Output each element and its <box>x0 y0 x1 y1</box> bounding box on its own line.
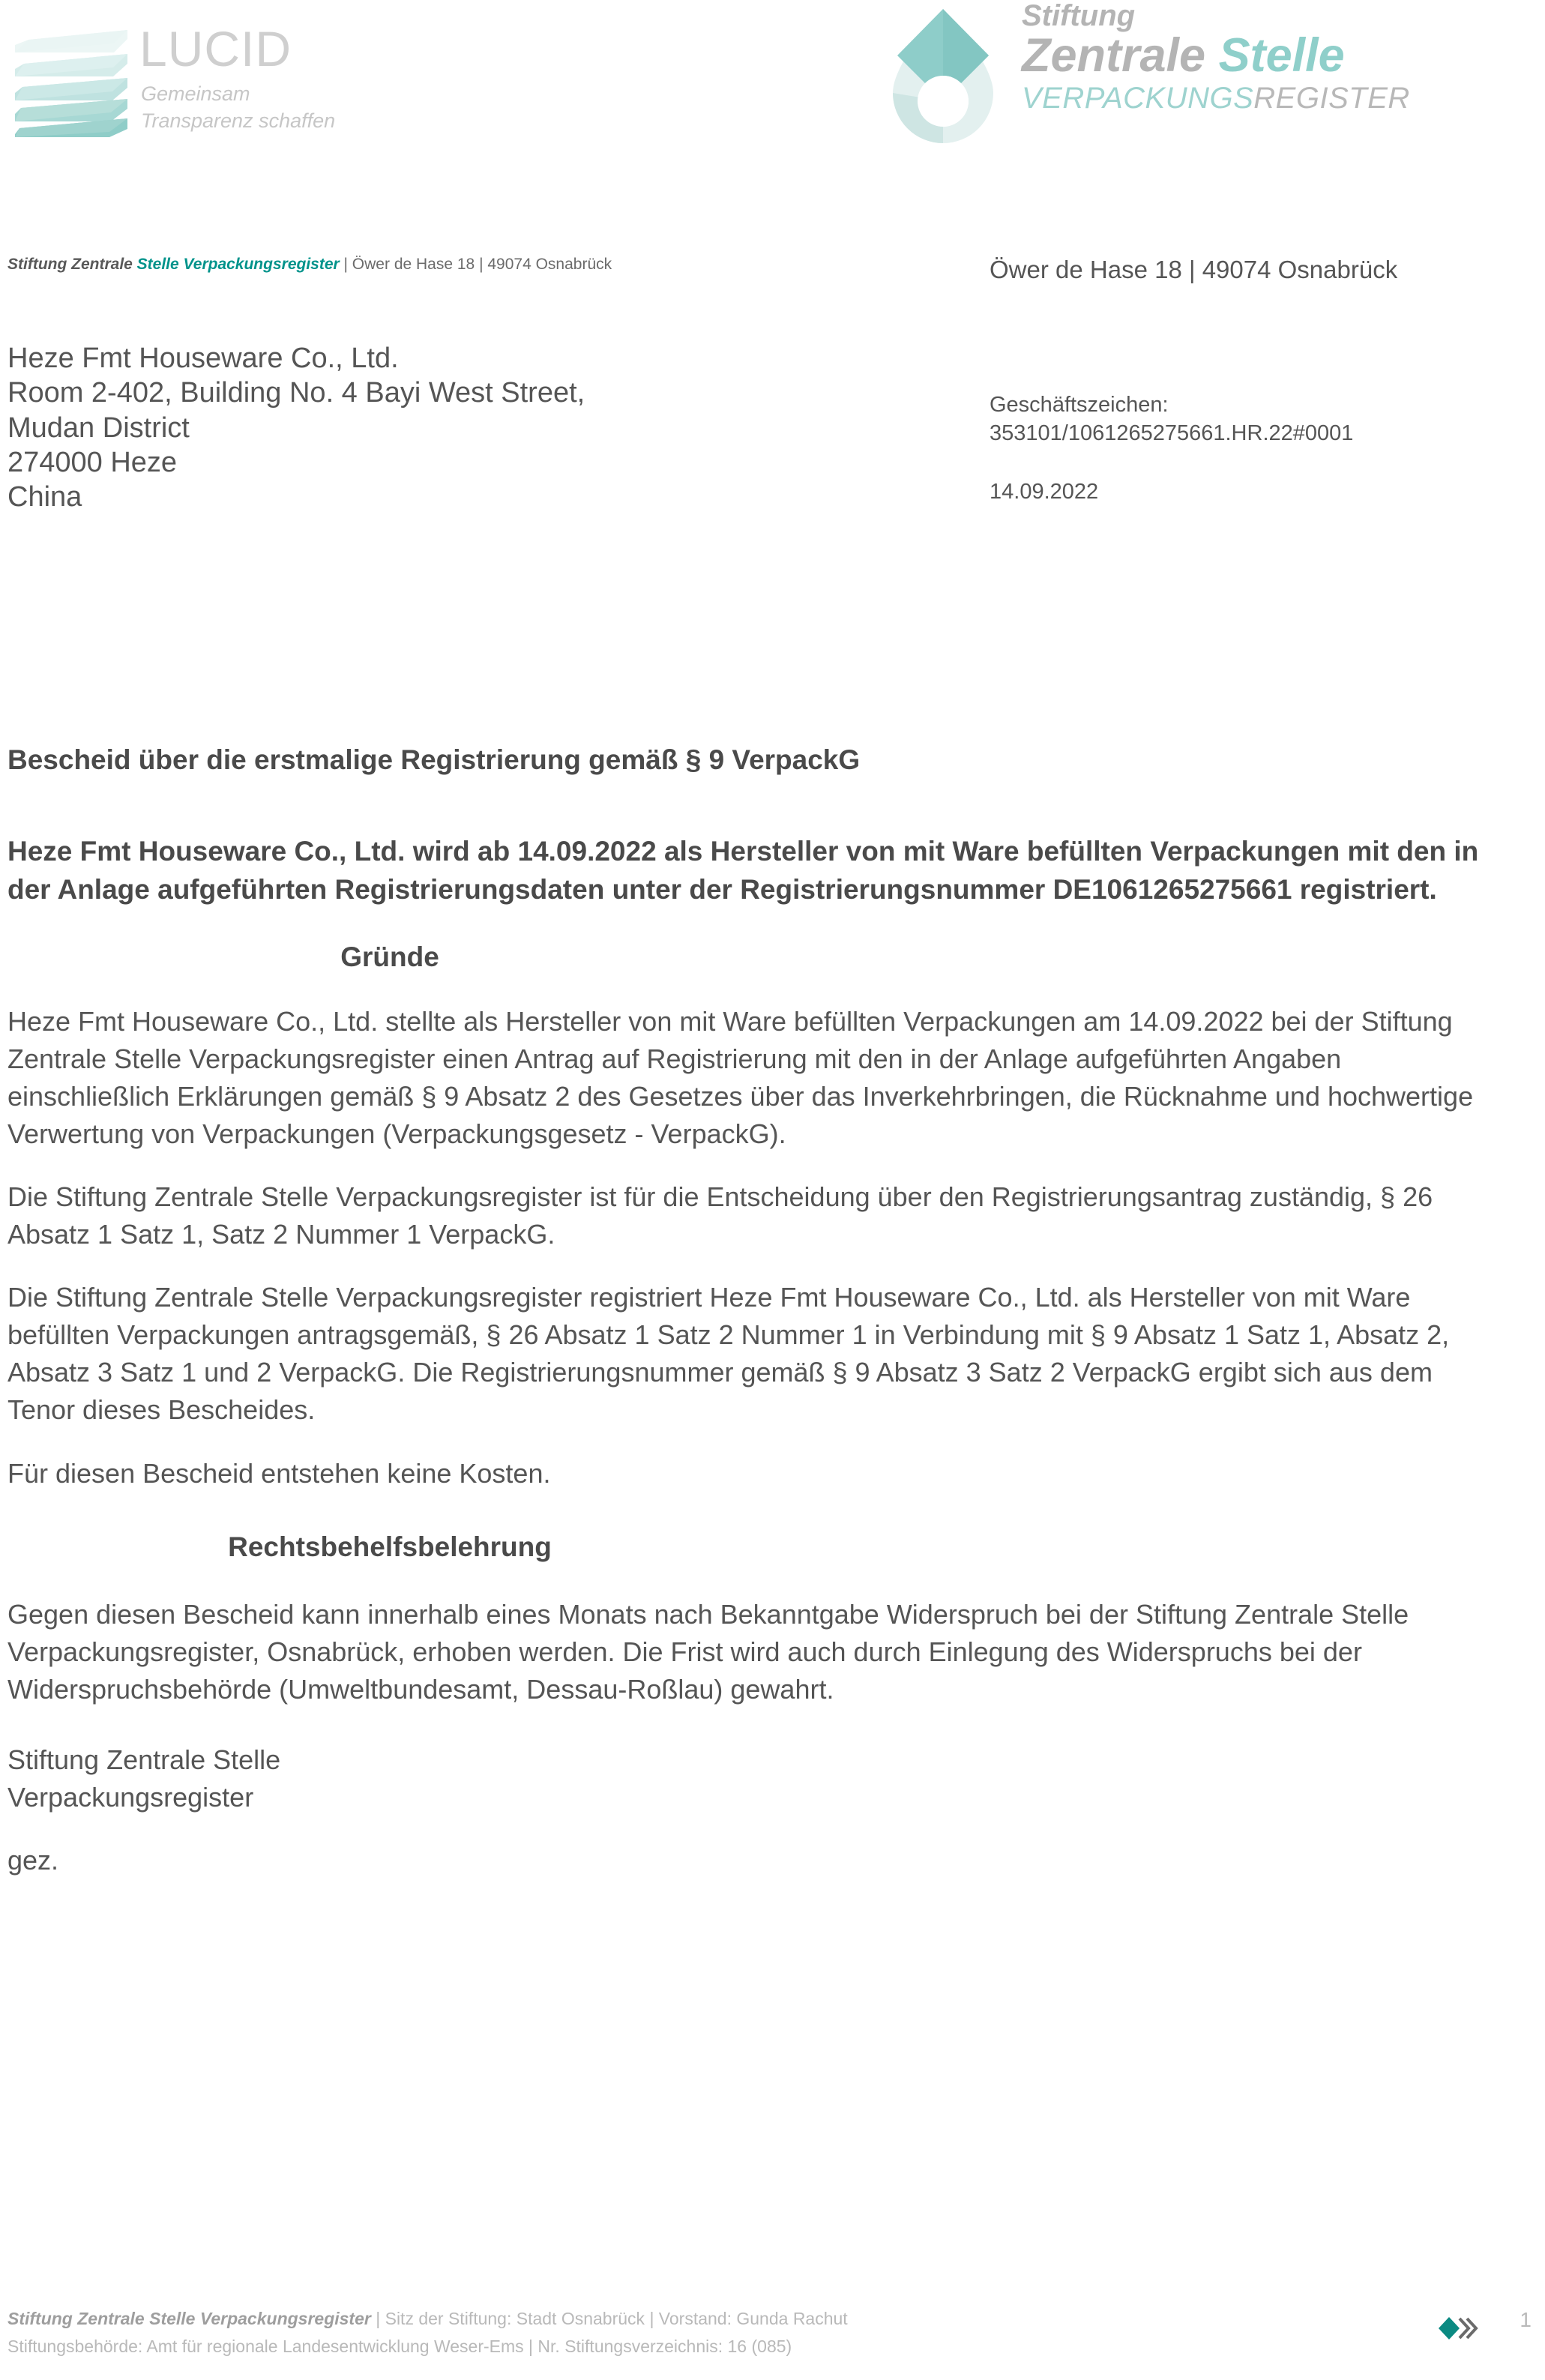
sender-address-rest: | Öwer de Hase 18 | 49074 Osnabrück <box>339 256 612 273</box>
reference-value: 353101/1061265275661.HR.22#0001 <box>990 421 1354 445</box>
footer-line-2: Stiftungsbehörde: Amt für regionale Landesentwicklung Weser-Ems | Nr. Stiftungsverzeichnis: 16 (085) <box>7 2336 792 2356</box>
recipient-line-3: Mudan District <box>7 412 190 444</box>
spacer <box>7 1816 1514 1842</box>
office-address: Öwer de Hase 18 | 49074 Osnabrück <box>990 256 1398 283</box>
sender-return-address <box>7 255 612 274</box>
zsvr-line-zentrale-stelle <box>1022 31 1517 81</box>
document-header <box>0 0 1545 157</box>
footer-mark-svg <box>1437 2316 1479 2341</box>
lucid-tagline-line1: Gemeinsam <box>141 82 250 105</box>
footer-line-1 <box>7 2305 848 2333</box>
document-title: Bescheid über die erstmalige Registrierung gemäß § 9 VerpackG <box>7 744 861 775</box>
sender-bold-teal: Stelle Verpackungsregister <box>136 256 340 273</box>
recipient-line-5: China <box>7 481 82 513</box>
lucid-tagline <box>141 81 335 134</box>
letter-body <box>7 742 1514 1879</box>
zsvr-zentrale-word: Zentrale <box>1022 29 1219 82</box>
footer-org-name: Stiftung Zentrale Stelle Verpackungsregister <box>7 2309 371 2328</box>
lucid-logo <box>7 10 397 145</box>
spacer <box>7 1563 1514 1596</box>
footer-org-rest: | Sitz der Stiftung: Stadt Osnabrück | Vorstand: Gunda Rachut <box>370 2309 848 2328</box>
spacer <box>7 1153 1514 1178</box>
signature-line-1: Stiftung Zentrale Stelle <box>7 1744 281 1775</box>
spacer <box>7 909 1514 942</box>
reasons-paragraph-3: Die Stiftung Zentrale Stelle Verpackungsregister registriert Heze Fmt Houseware Co., Ltd. als Hersteller von mit Ware befüllten Verpackungen antragsgemäß, § 26 Absatz 1 Satz 2 Nummer 1 in Verbindung mit § 9 Absatz 1 Satz 1, Absatz 2, Absatz 3 Satz 1 und 2 VerpackG. Die Registrierungsnummer gemäß § 9 Absatz 3 Satz 2 VerpackG ergibt sich aus dem Tenor dieses Bescheides. <box>7 1282 1450 1426</box>
reasons-paragraph-4: Für diesen Bescheid entstehen keine Kosten. <box>7 1457 551 1489</box>
zsvr-register-word: REGISTER <box>1253 81 1410 115</box>
letter-meta-column <box>990 255 1529 504</box>
spacer <box>7 1253 1514 1279</box>
recipient-line-1: Heze Fmt Houseware Co., Ltd. <box>7 343 399 374</box>
zsvr-droplet-icon <box>872 3 1014 145</box>
lucid-stack-icon <box>15 21 127 137</box>
sender-bold-gray: Stiftung Zentrale <box>7 256 137 273</box>
footer-diamond-chevron-icon <box>1437 2316 1479 2341</box>
reasons-paragraph-2: Die Stiftung Zentrale Stelle Verpackungsregister ist für die Entscheidung über den Registrierungsantrag zuständig, § 26 Absatz 1 Satz 1, Satz 2 Nummer 1 VerpackG. <box>7 1181 1433 1250</box>
reference-block <box>990 391 1353 448</box>
reasons-paragraph-1: Heze Fmt Houseware Co., Ltd. stellte als Hersteller von mit Ware befüllten Verpackungen am 14.09.2022 bei der Stiftung Zentrale Stelle Verpackungsregister einen Antrag auf Registrierung mit den in der Anlage aufgeführten Angaben einschließlich Erklärungen gemäß § 9 Absatz 2 des Gesetzes über das Inverkehrbringen, die Rücknahme und hochwertige Verwertung von Verpackungen (Verpackungsgesetz - VerpackG). <box>7 1006 1474 1150</box>
zsvr-verpackungs-word: VERPACKUNGS <box>1022 81 1254 115</box>
spacer <box>7 1492 1514 1531</box>
tenor-paragraph: Heze Fmt Houseware Co., Ltd. wird ab 14.09.2022 als Hersteller von mit Ware befüllten Verpackungen mit den in der Anlage aufgeführten Registrierungsdaten unter der Registrierungsnummer DE1061265275661 registriert. <box>7 836 1479 906</box>
zsvr-line-verpackungsregister <box>1022 82 1517 114</box>
zsvr-stelle-word: Stelle <box>1218 29 1345 82</box>
zsvr-wordmark <box>1022 0 1517 114</box>
reasons-heading: Gründe <box>340 942 439 973</box>
remedy-paragraph: Gegen diesen Bescheid kann innerhalb eines Monats nach Bekanntgabe Widerspruch bei der Stiftung Zentrale Stelle Verpackungsregister, Osnabrück, erhoben werden. Die Frist wird auch durch Einlegung des Widerspruchs bei der Widerspruchsbehörde (Umweltbundesamt, Dessau-Roßlau) gewahrt. <box>7 1598 1409 1705</box>
spacer <box>7 1429 1514 1455</box>
signature-line-2: Verpackungsregister <box>7 1781 254 1813</box>
reference-label: Geschäftszeichen: <box>990 393 1169 417</box>
signature-gez: gez. <box>7 1844 59 1876</box>
lucid-tagline-line2: Transparenz schaffen <box>141 109 336 132</box>
spacer <box>7 778 1514 832</box>
letter-date: 14.09.2022 <box>990 480 1099 504</box>
spacer <box>7 973 1514 1003</box>
recipient-line-4: 274000 Heze <box>7 447 178 479</box>
zsvr-logo <box>872 0 1517 150</box>
lucid-wordmark: LUCID <box>139 21 292 76</box>
zsvr-droplet-svg <box>872 3 1014 145</box>
page-number: 1 <box>1520 2308 1532 2331</box>
spacer <box>7 1708 1514 1741</box>
remedy-heading: Rechtsbehelfsbelehrung <box>228 1531 552 1562</box>
recipient-address <box>7 341 585 515</box>
zsvr-line-stiftung: Stiftung <box>1022 0 1136 32</box>
document-footer <box>0 2302 1545 2370</box>
recipient-line-2: Room 2-402, Building No. 4 Bayi West Street, <box>7 377 585 409</box>
footer-text <box>7 2305 848 2361</box>
lucid-stack-svg <box>15 21 127 137</box>
